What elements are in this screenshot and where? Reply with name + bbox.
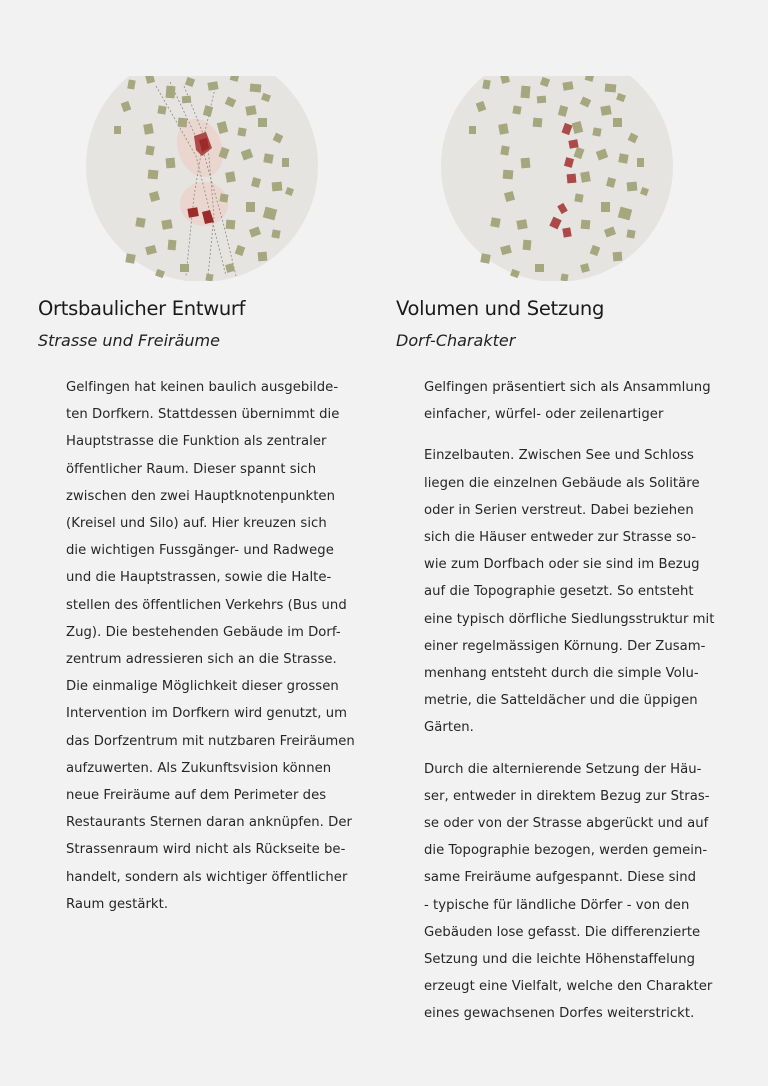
text-line: Gärten. [424,720,474,736]
text-line: handelt, sondern als wichtiger öffentlicher [66,869,348,885]
building [135,217,145,227]
building [166,158,176,169]
building [600,105,611,116]
building [272,182,283,192]
site-plan-volumes [441,76,673,281]
map-backdrop [441,76,673,281]
text-line: Setzung und die leichte Höhenstaffelung [424,952,696,968]
site-plan-streets-icon [86,76,318,281]
building [581,220,591,230]
text-line: ser, entweder in direktem Bezug zur Stras- [424,788,710,804]
building [182,96,192,104]
text-line: Raum gestärkt. [66,896,169,912]
text-line: ten Dorfkern. Stattdessen übernimmt die [66,407,340,423]
building [469,126,476,134]
text-line: Strassenraum wird nicht als Rückseite be- [66,842,346,858]
building [537,96,547,104]
text-line: Intervention im Dorfkern wird genutzt, um [66,706,347,722]
text-line: se oder von der Strasse abgerückt und auf [424,816,709,832]
text-line: Die einmalige Möglichkeit dieser grossen [66,679,339,695]
building [246,202,255,212]
building [627,182,638,192]
text-line: erzeugt eine Vielfalt, welche den Charakter [424,979,713,995]
section-ortsbau [38,296,368,932]
building [605,84,617,93]
text-line: Durch die alternierende Setzung der Häu- [424,761,702,777]
text-line: wie zum Dorfbach oder sie sind im Bezug [424,557,700,573]
building [114,126,121,134]
text-line: zwischen den zwei Hauptknotenpunkten [66,488,335,504]
highlight-building [568,139,578,148]
text-line: die Topographie bezogen, werden gemein- [424,843,708,859]
building [207,81,218,91]
building [503,170,514,180]
text-line: einfacher, würfel- oder zeilenartiger [424,407,664,423]
text-line: Gelfingen präsentiert sich als Ansammlung [424,380,711,395]
building [533,118,543,128]
text-line: Gelfingen hat keinen baulich ausgebilde- [66,380,339,395]
site-plan-volumes-icon [441,76,673,281]
text-line: Einzelbauten. Zwischen See und Schloss [424,448,694,464]
section-subtitle: Strasse und Freiräume [38,331,220,350]
text-line: öffentlicher Raum. Dieser spannt sich [66,461,317,477]
building [498,123,509,134]
building [637,158,644,167]
paragraph [424,374,729,428]
building [157,105,166,114]
building [148,170,159,180]
text-line: Zug). Die bestehenden Gebäude im Dorf- [66,624,341,640]
section-body [66,374,371,918]
building [263,153,273,163]
text-line: Restaurants Sternen daran anknüpfen. Der [66,815,352,831]
building [245,105,256,116]
text-line: eines gewachsenen Dorfes weiterstrickt. [424,1006,695,1022]
text-line: stellen des öffentlichen Verkehrs (Bus und [66,597,347,613]
text-line: metrie, die Satteldächer und die üppigen [424,693,698,709]
text-line: zentrum adressieren sich an die Strasse. [66,652,337,668]
section-title: Volumen und Setzung [396,297,605,320]
section-body [424,374,729,1028]
building [161,219,172,230]
text-line: Gebäuden lose gefasst. Die differenzierte [424,924,701,940]
text-line: liegen die einzelnen Gebäude als Solitäre [424,475,700,491]
building [500,145,509,155]
building [219,193,228,202]
text-line: sich die Häuser entweder zur Strasse so- [424,530,697,546]
text-line: Hauptstrasse die Funktion als zentraler [66,434,327,450]
map-backdrop [86,76,318,281]
text-line: aufzuwerten. Als Zukunftsvision können [66,760,332,776]
highlight-building [567,174,577,184]
building [125,253,135,263]
building [205,273,213,281]
text-line: same Freiräume aufgespannt. Diese sind [424,870,697,886]
building [626,229,635,238]
paragraph [424,756,729,1028]
building [560,273,568,281]
text-line: oder in Serien verstreut. Dabei beziehen [424,502,694,518]
building [271,229,280,238]
building [143,123,154,134]
building [480,253,490,263]
paragraph [66,374,371,918]
building [523,240,532,251]
building [516,219,527,230]
paragraph [424,442,729,741]
building [562,81,573,91]
building [165,86,175,99]
building [282,158,289,167]
site-plan-streets [86,76,318,281]
text-line: das Dorfzentrum mit nutzbaren Freiräumen [66,733,355,749]
text-line: (Kreisel und Silo) auf. Hier kreuzen sich [66,516,327,532]
building [592,127,601,136]
building [613,252,623,262]
building [225,171,236,182]
text-line: neue Freiräume auf dem Perimeter des [66,788,327,804]
building [258,252,268,262]
building [178,118,188,128]
building [250,84,262,93]
building [258,118,267,127]
text-line: auf die Topographie gesetzt. So entsteht [424,584,694,600]
building [490,217,500,227]
text-line: eine typisch dörfliche Siedlungsstruktur mit [424,611,715,627]
highlight-building [187,207,198,218]
building [180,264,189,272]
text-line: - typische für ländliche Dörfer - von den [424,897,690,913]
text-line: einer regelmässigen Körnung. Der Zusam- [424,638,706,654]
building [237,127,246,136]
building [168,240,177,251]
building [145,145,154,155]
building [520,86,530,99]
building [512,105,521,114]
highlight-building [562,227,571,237]
section-subtitle: Dorf-Charakter [396,331,516,350]
section-title: Ortsbaulicher Entwurf [38,297,246,320]
building [613,118,622,127]
building [574,193,583,202]
text-line: und die Hauptstrassen, sowie die Halte- [66,570,332,586]
building [535,264,544,272]
text-line: die wichtigen Fussgänger- und Radwege [66,543,334,559]
building [618,153,628,163]
building [580,171,591,182]
text-line: menhang entsteht durch die simple Volu- [424,666,699,682]
building [601,202,610,212]
section-volumen [396,296,726,1042]
building [521,158,531,169]
building [226,220,236,230]
